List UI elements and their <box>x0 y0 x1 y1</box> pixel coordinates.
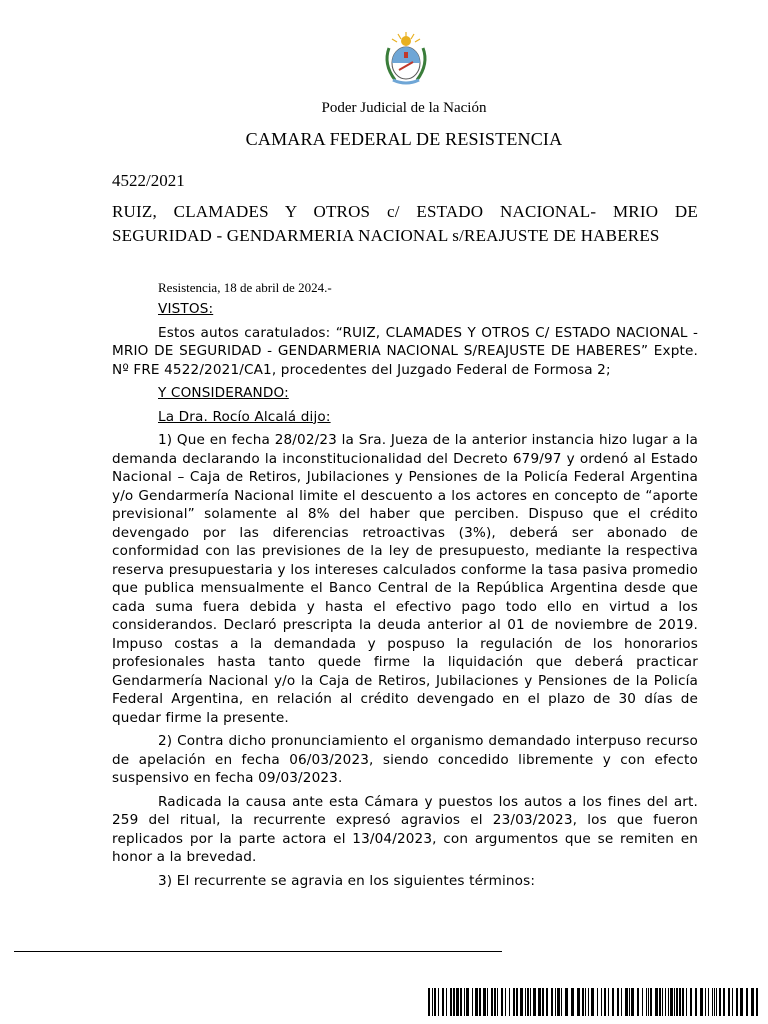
paragraph: 3) El recurrente se agravia en los siguientes términos: <box>158 872 536 889</box>
date-line: Resistencia, 18 de abril de 2024.- <box>158 280 332 295</box>
footer-divider <box>14 951 502 952</box>
case-title: RUIZ, CLAMADES Y OTROS c/ ESTADO NACIONAL- MRIO DE SEGURIDAD - GENDARMERIA NACIONAL s/REAJUSTE DE HABERES <box>112 202 698 245</box>
paragraph: Radicada la causa ante esta Cámara y puestos los autos a los fines del art. 259 del ritual, la recurrente expresó agravios el 23/03/2023, los que fueron replicados por la parte actora el 13/04/2023, con argumentos que se remiten en honor a la brevedad. <box>112 793 698 865</box>
paragraph: Estos autos caratulados: “RUIZ, CLAMADES Y OTROS C/ ESTADO NACIONAL -MRIO DE SEGURIDAD - GENDARMERIA NACIONAL S/REAJUSTE DE HABERES” Expte. Nº FRE 4522/2021/CA1, procedentes del Juzgado Federal de Formosa 2; <box>112 324 698 378</box>
paragraph: 2) Contra dicho pronunciamiento el organismo demandado interpuso recurso de apelación en fecha 06/03/2023, siendo concedido libremente y con efecto suspensivo en fecha 09/03/2023. <box>112 733 698 786</box>
barcode-icon <box>428 988 758 1016</box>
coat-of-arms-icon <box>381 30 431 88</box>
institution-name: Poder Judicial de la Nación <box>321 100 487 116</box>
section-heading: La Dra. Rocío Alcalá dijo: <box>158 408 331 425</box>
court-name: CAMARA FEDERAL DE RESISTENCIA <box>245 129 563 149</box>
document-body <box>112 300 698 895</box>
paragraph: 1) Que en fecha 28/02/23 la Sra. Jueza de la anterior instancia hizo lugar a la demanda declarando la inconstitucionalidad del Decreto 679/97 y ordenó al Estado Nacional – Caja de Retiros, Jubilaciones y Pensiones de la Policía Federal Argentina y/o Gendarmería Nacional limite el descuento a los actores en concepto de “aporte previsional” solamente al 8% del haber que perciben. Dispuso que el crédito devengado por las diferencias retroactivas (3%), deberá ser abonado de conformidad con las previsiones de la ley de presupuesto, mediante la respectiva reserva presupuestaria y los intereses calculados conforme la tasa pasiva promedio que publica mensualmente el Banco Central de la República Argentina desde que cada suma fuera debida y hasta el efectivo pago todo ello en virtud a los considerandos. Declaró prescripta la deuda anterior al 01 de noviembre de 2019. Impuso costas a la demandada y pospuso la regulación de los honorarios profesionales hasta tanto quede firme la liquidación que deberá practicar Gendarmería Nacional y/o la Caja de Retiros, Jubilaciones y Pensiones de la Policía Federal Argentina, en relación al crédito devengado en el plazo de 30 días de quedar firme la presente. <box>112 432 698 726</box>
case-number: 4522/2021 <box>112 171 185 190</box>
section-heading: Y CONSIDERANDO: <box>158 385 289 401</box>
section-heading: VISTOS: <box>158 301 214 317</box>
